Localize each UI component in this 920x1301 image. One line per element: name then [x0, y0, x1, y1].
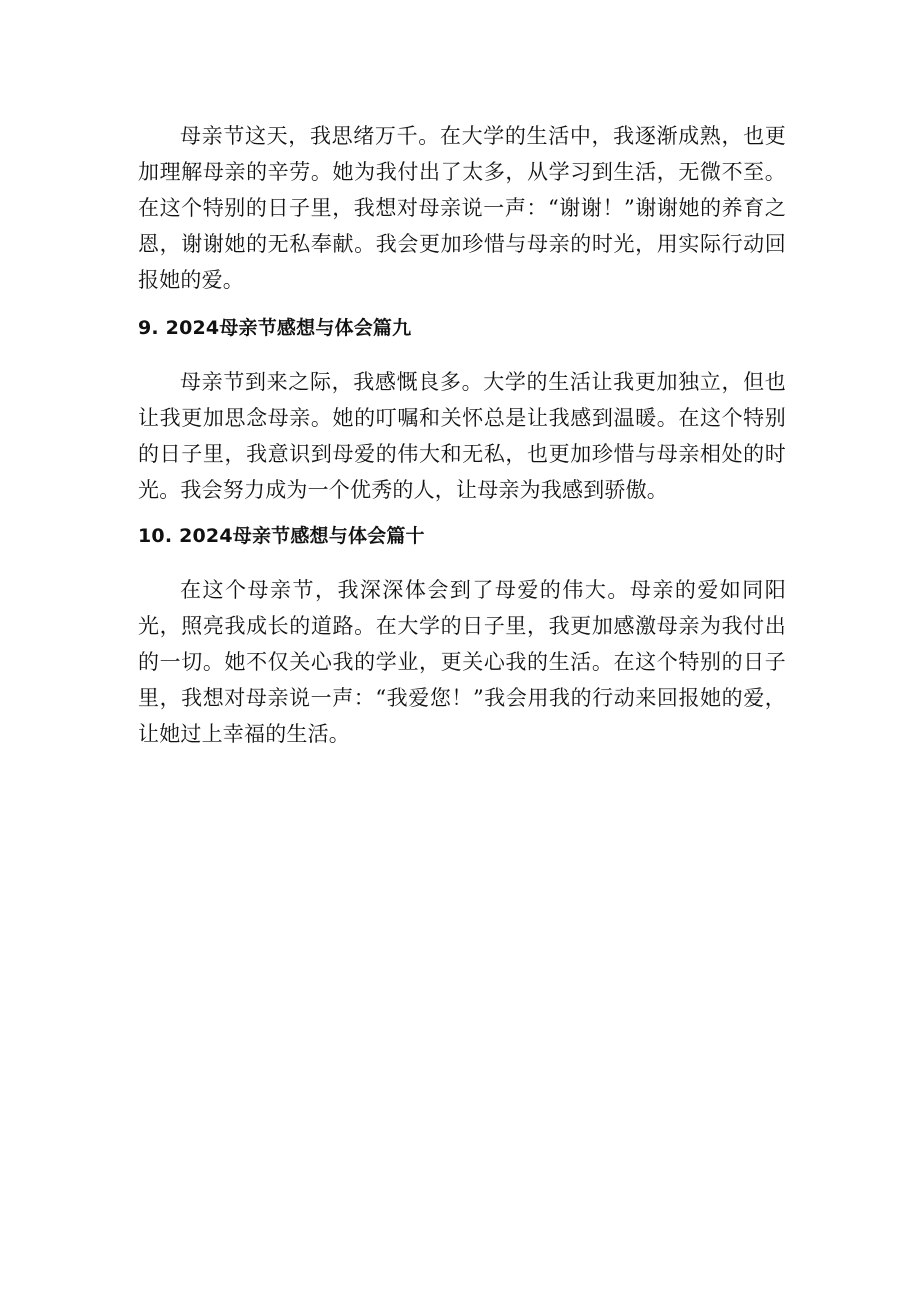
- paragraph-essay-9: 母亲节到来之际，我感慨良多。大学的生活让我更加独立，但也让我更加思念母亲。她的叮嘱和关怀总是让我感到温暖。在这个特别的日子里，我意识到母爱的伟大和无私，也更加珍惜与母亲相处的时光。我会努力成为一个优秀的人，让母亲为我感到骄傲。: [138, 370, 786, 502]
- paragraph-essay-10: 在这个母亲节，我深深体会到了母爱的伟大。母亲的爱如同阳光，照亮我成长的道路。在大学的日子里，我更加感激母亲为我付出的一切。她不仅关心我的学业，更关心我的生活。在这个特别的日子里，我想对母亲说一声：“我爱您！”我会用我的行动来回报她的爱，让她过上幸福的生活。: [138, 578, 786, 746]
- document-body: [138, 118, 786, 752]
- paragraph-essay-8: 母亲节这天，我思绪万千。在大学的生活中，我逐渐成熟，也更加理解母亲的辛劳。她为我付出了太多，从学习到生活，无微不至。在这个特别的日子里，我想对母亲说一声：“谢谢！”谢谢她的养育之恩，谢谢她的无私奉献。我会更加珍惜与母亲的时光，用实际行动回报她的爱。: [138, 124, 786, 292]
- section-heading-10: 10. 2024母亲节感想与体会篇十: [138, 525, 425, 547]
- section-heading-9: 9. 2024母亲节感想与体会篇九: [138, 317, 412, 339]
